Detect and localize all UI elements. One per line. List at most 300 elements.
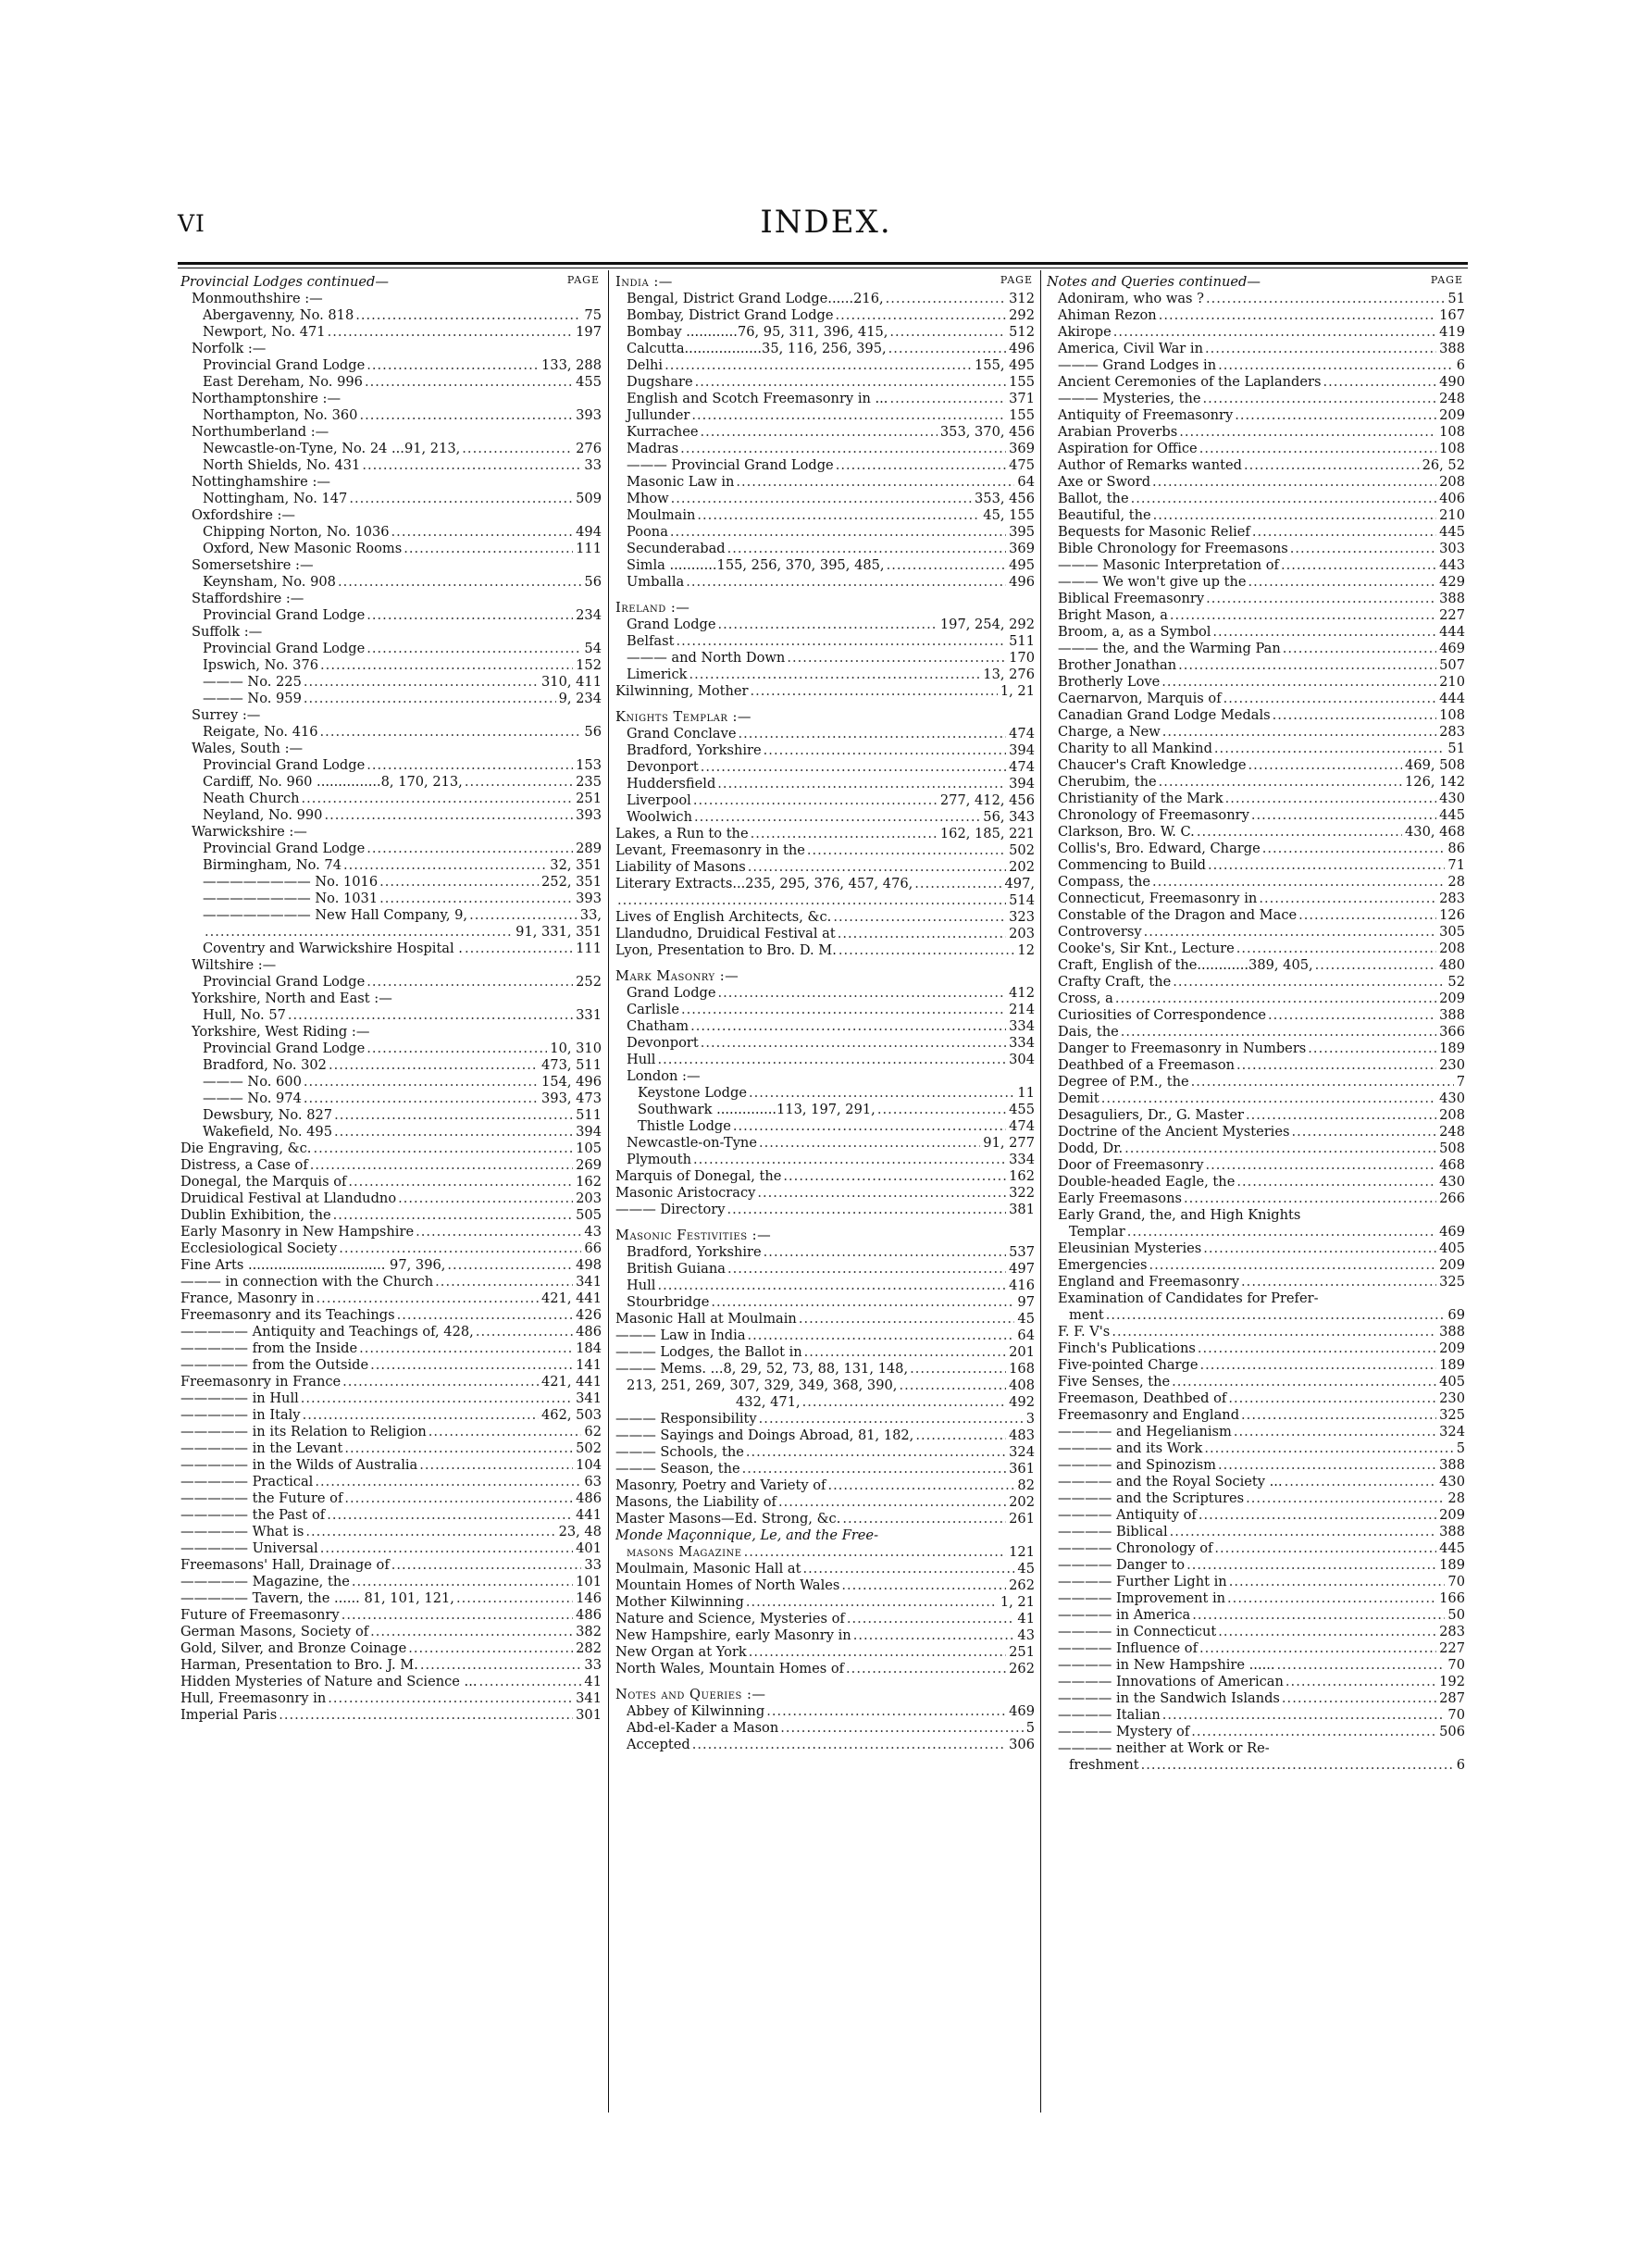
dot-leader bbox=[327, 1057, 539, 1074]
entry-page-numbers: 9, 234 bbox=[558, 691, 602, 706]
dot-leader bbox=[691, 1152, 1006, 1168]
entry-page-numbers: 474 bbox=[1009, 1118, 1035, 1134]
entry-page-numbers: 252 bbox=[576, 974, 602, 990]
entry-page-numbers: 261 bbox=[1009, 1511, 1035, 1527]
index-entry bbox=[615, 667, 1035, 683]
entry-label: Lyon, Presentation to Bro. D. M. bbox=[615, 942, 837, 958]
entry-label: Liability of Masons bbox=[615, 859, 746, 875]
entry-page-numbers: 369 bbox=[1009, 441, 1035, 456]
dot-leader bbox=[308, 1157, 573, 1174]
index-entry bbox=[1047, 891, 1465, 907]
dot-leader bbox=[326, 1690, 573, 1707]
index-entry bbox=[615, 1185, 1035, 1202]
entry-page-numbers: 71 bbox=[1447, 857, 1465, 873]
dot-leader bbox=[885, 557, 1007, 574]
index-entry bbox=[615, 1168, 1035, 1185]
index-entry bbox=[1047, 324, 1465, 341]
entry-label: England and Freemasonry bbox=[1058, 1274, 1240, 1290]
index-column-3 bbox=[1047, 274, 1465, 1774]
dot-leader bbox=[1306, 1041, 1436, 1057]
dot-leader bbox=[1161, 724, 1436, 741]
index-entry bbox=[180, 491, 602, 507]
dot-leader bbox=[1239, 1407, 1436, 1424]
index-section-heading bbox=[615, 1228, 1035, 1244]
index-entry bbox=[180, 1157, 602, 1174]
dot-leader bbox=[698, 424, 937, 441]
entry-page-numbers: 512 bbox=[1009, 324, 1035, 340]
entry-page-numbers: 162, 185, 221 bbox=[939, 826, 1035, 841]
entry-page-numbers: 230 bbox=[1439, 1390, 1465, 1406]
entry-label: Mhow bbox=[627, 491, 669, 506]
index-entry bbox=[615, 1202, 1035, 1218]
index-entry bbox=[1047, 824, 1465, 841]
dot-leader bbox=[1247, 574, 1437, 591]
dot-leader bbox=[688, 667, 981, 683]
entry-page-numbers: 23, 48 bbox=[558, 1524, 602, 1539]
index-section-heading bbox=[615, 968, 1035, 985]
entry-page-numbers: 167 bbox=[1439, 307, 1465, 323]
index-entry bbox=[1047, 1540, 1465, 1557]
index-entry bbox=[1047, 957, 1465, 974]
dot-leader bbox=[1204, 591, 1436, 607]
dot-leader bbox=[689, 1018, 1006, 1035]
entry-label: Keynsham, No. 908 bbox=[203, 574, 336, 590]
dot-leader bbox=[368, 1357, 573, 1374]
dot-leader bbox=[1204, 1157, 1437, 1174]
dot-leader bbox=[1147, 1257, 1436, 1274]
entry-label: ment bbox=[1069, 1307, 1104, 1323]
index-entry bbox=[615, 1327, 1035, 1344]
entry-label: Templar bbox=[1069, 1224, 1125, 1240]
entry-page-numbers: 492 bbox=[1009, 1394, 1035, 1410]
dot-leader bbox=[365, 607, 573, 624]
dot-leader bbox=[1195, 824, 1402, 841]
entry-page-numbers: 162 bbox=[576, 1174, 602, 1190]
index-entry bbox=[1047, 1340, 1465, 1357]
entry-page-numbers: 445 bbox=[1439, 807, 1465, 823]
entry-page-numbers: 361 bbox=[1009, 1461, 1035, 1477]
entry-page-numbers: 43 bbox=[584, 1224, 602, 1240]
entry-page-numbers: 45, 155 bbox=[983, 507, 1035, 523]
index-entry bbox=[1047, 624, 1465, 641]
entry-label: Jullunder bbox=[627, 407, 690, 423]
entry-page-numbers: 208 bbox=[1439, 941, 1465, 956]
entry-label: ———— Danger to bbox=[1058, 1557, 1186, 1573]
index-entry bbox=[1047, 491, 1465, 507]
index-entry bbox=[180, 1640, 602, 1657]
index-entry bbox=[615, 1644, 1035, 1661]
entry-page-numbers: 208 bbox=[1439, 1107, 1465, 1123]
entry-page-numbers: 56 bbox=[584, 574, 602, 590]
entry-page-numbers: 455 bbox=[576, 374, 602, 390]
dot-leader bbox=[876, 1102, 1006, 1118]
index-entry bbox=[1047, 941, 1465, 957]
entry-label: ————— the Future of bbox=[180, 1490, 343, 1506]
entry-page-numbers: 444 bbox=[1439, 691, 1465, 706]
index-entry bbox=[180, 1524, 602, 1540]
entry-page-numbers: 429 bbox=[1439, 574, 1465, 590]
entry-page-numbers: 395 bbox=[1009, 524, 1035, 540]
entry-page-numbers: 366 bbox=[1439, 1024, 1465, 1040]
column-page-label: PAGE bbox=[1430, 274, 1463, 286]
entry-page-numbers: 126 bbox=[1439, 907, 1465, 923]
index-entry bbox=[615, 1611, 1035, 1627]
index-entry bbox=[615, 1068, 1035, 1085]
entry-label: ——— Sayings and Doings Abroad, 81, 182, bbox=[615, 1427, 914, 1443]
index-entry bbox=[615, 792, 1035, 809]
dot-leader bbox=[1176, 657, 1436, 674]
index-entry bbox=[615, 541, 1035, 557]
entry-label: Abergavenny, No. 818 bbox=[203, 307, 354, 323]
dot-leader bbox=[1235, 1057, 1436, 1074]
entry-page-numbers: 52 bbox=[1447, 974, 1465, 990]
index-entry bbox=[180, 674, 602, 691]
dot-leader bbox=[1112, 324, 1436, 341]
entry-label: Bombay ............76, 95, 311, 396, 415, bbox=[627, 324, 888, 340]
index-entry bbox=[1047, 1524, 1465, 1540]
dot-leader bbox=[757, 1411, 1024, 1427]
dot-leader bbox=[1185, 1557, 1436, 1574]
entry-label: Dais, the bbox=[1058, 1024, 1119, 1040]
entry-page-numbers: 502 bbox=[1009, 842, 1035, 858]
entry-label: ——— Lodges, the Ballot in bbox=[615, 1344, 802, 1360]
entry-page-numbers: 214 bbox=[1009, 1002, 1035, 1017]
index-entry bbox=[1047, 991, 1465, 1007]
dot-leader bbox=[463, 774, 573, 791]
index-entry bbox=[180, 1074, 602, 1091]
entry-label: Moulmain bbox=[627, 507, 696, 523]
entry-page-numbers: 56 bbox=[584, 724, 602, 740]
entry-page-numbers: 289 bbox=[576, 841, 602, 856]
entry-label: Bengal, District Grand Lodge......216, bbox=[627, 291, 884, 306]
entry-page-numbers: 168 bbox=[1009, 1361, 1035, 1377]
index-entry bbox=[180, 691, 602, 707]
entry-label: Donegal, the Marquis of bbox=[180, 1174, 347, 1190]
entry-page-numbers: 283 bbox=[1439, 724, 1465, 740]
entry-label: Chatham bbox=[627, 1018, 689, 1034]
index-section-heading bbox=[615, 709, 1035, 726]
entry-label: Calcutta..................35, 116, 256, 395, bbox=[627, 341, 887, 356]
dot-leader bbox=[390, 1557, 582, 1574]
entry-label: ——— Grand Lodges in bbox=[1058, 357, 1217, 373]
entry-page-numbers: 153 bbox=[576, 757, 602, 773]
entry-label: Southwark ..............113, 197, 291, bbox=[638, 1102, 876, 1117]
entry-label: Grand Lodge bbox=[627, 985, 716, 1001]
entry-page-numbers: 394 bbox=[576, 1124, 602, 1140]
index-entry bbox=[180, 341, 602, 357]
dot-leader bbox=[913, 876, 1001, 892]
index-entry bbox=[615, 1002, 1035, 1018]
entry-label: ——— No. 225 bbox=[203, 674, 302, 690]
index-entry bbox=[1047, 291, 1465, 307]
dot-leader bbox=[1226, 1390, 1436, 1407]
index-entry bbox=[1047, 1374, 1465, 1390]
dot-leader bbox=[1110, 1324, 1436, 1340]
entry-page-numbers: 227 bbox=[1439, 1640, 1465, 1656]
entry-page-numbers: 54 bbox=[584, 641, 602, 656]
index-entry bbox=[615, 1394, 1035, 1411]
entry-label: ———— Chronology of bbox=[1058, 1540, 1213, 1556]
index-entry bbox=[1047, 457, 1465, 474]
index-entry bbox=[180, 1440, 602, 1457]
entry-label: Eleusinian Mysteries bbox=[1058, 1240, 1202, 1256]
dot-leader bbox=[1151, 507, 1437, 524]
index-entry bbox=[180, 1307, 602, 1324]
index-entry bbox=[180, 1257, 602, 1274]
entry-page-numbers: 121 bbox=[1009, 1544, 1035, 1560]
dot-leader bbox=[1198, 1640, 1436, 1657]
entry-label: Liverpool bbox=[627, 792, 691, 808]
dot-leader bbox=[1313, 957, 1436, 974]
index-entry bbox=[1047, 1124, 1465, 1140]
index-spacer bbox=[615, 700, 1035, 709]
dot-leader bbox=[318, 657, 573, 674]
entry-page-numbers: 353, 370, 456 bbox=[939, 424, 1035, 440]
entry-page-numbers: 189 bbox=[1439, 1357, 1465, 1373]
dot-leader bbox=[1297, 907, 1436, 924]
entry-label: ————— Magazine, the bbox=[180, 1574, 350, 1589]
entry-label: Early Freemasons bbox=[1058, 1190, 1182, 1206]
entry-page-numbers: 305 bbox=[1439, 924, 1465, 940]
entry-label: Master Masons—Ed. Strong, &c. bbox=[615, 1511, 841, 1527]
dot-leader bbox=[286, 1007, 573, 1024]
entry-page-numbers: 56, 343 bbox=[983, 809, 1035, 825]
entry-page-numbers: 108 bbox=[1439, 441, 1465, 456]
entry-label: Northamptonshire :— bbox=[192, 391, 342, 406]
entry-page-numbers: 45 bbox=[1017, 1311, 1035, 1327]
entry-label: Chipping Norton, No. 1036 bbox=[203, 524, 390, 540]
index-entry bbox=[180, 574, 602, 591]
entry-page-numbers: 235 bbox=[576, 774, 602, 790]
entry-label: Accepted bbox=[627, 1737, 690, 1752]
entry-label: Monmouthshire :— bbox=[192, 291, 323, 306]
entry-label: ———— Biblical bbox=[1058, 1524, 1168, 1539]
index-entry bbox=[1047, 1091, 1465, 1107]
index-entry bbox=[1047, 757, 1465, 774]
dot-leader bbox=[691, 792, 938, 809]
entry-page-numbers: 197, 254, 292 bbox=[939, 617, 1035, 632]
index-entry bbox=[1047, 1324, 1465, 1340]
entry-label: Compass, the bbox=[1058, 874, 1150, 890]
entry-label: Belfast bbox=[627, 633, 675, 649]
index-entry bbox=[1047, 1674, 1465, 1690]
dot-leader bbox=[299, 1390, 573, 1407]
index-entry bbox=[1047, 557, 1465, 574]
entry-page-numbers: 502 bbox=[576, 1440, 602, 1456]
index-entry bbox=[180, 1274, 602, 1290]
index-entry bbox=[615, 1244, 1035, 1261]
entry-page-numbers: 469 bbox=[1439, 641, 1465, 656]
entry-label: ——— We won't give up the bbox=[1058, 574, 1247, 590]
index-entry bbox=[1047, 1140, 1465, 1157]
entry-label: Birmingham, No. 74 bbox=[203, 857, 342, 873]
entry-page-numbers: 430 bbox=[1439, 1091, 1465, 1106]
index-entry bbox=[180, 1707, 602, 1724]
dot-leader bbox=[1225, 1590, 1436, 1607]
index-entry bbox=[180, 707, 602, 724]
index-entry bbox=[1047, 1690, 1465, 1707]
entry-label: Author of Remarks wanted bbox=[1058, 457, 1242, 473]
entry-label: East Dereham, No. 996 bbox=[203, 374, 363, 390]
index-entry bbox=[615, 1627, 1035, 1644]
index-entry bbox=[615, 424, 1035, 441]
entry-label: ——— and North Down bbox=[627, 650, 786, 666]
index-entry bbox=[180, 1124, 602, 1140]
entry-label: Staffordshire :— bbox=[192, 591, 304, 606]
entry-label: Future of Freemasonry bbox=[180, 1607, 340, 1623]
index-entry bbox=[1047, 1590, 1465, 1607]
index-entry bbox=[1047, 441, 1465, 457]
page-number: VI bbox=[178, 210, 205, 237]
dot-leader bbox=[742, 1544, 1007, 1561]
entry-page-numbers: 310, 411 bbox=[541, 674, 602, 690]
index-entry bbox=[1047, 1707, 1465, 1724]
index-entry bbox=[615, 926, 1035, 942]
entry-label: Ancient Ceremonies of the Laplanders bbox=[1058, 374, 1322, 390]
entry-page-numbers: 91, 331, 351 bbox=[515, 924, 602, 940]
header-rule bbox=[178, 262, 1468, 265]
index-entry bbox=[1047, 657, 1465, 674]
entry-label: ——— Provincial Grand Lodge bbox=[627, 457, 834, 473]
dot-leader bbox=[1223, 791, 1437, 807]
entry-label: Yorkshire, North and East :— bbox=[192, 991, 392, 1006]
entry-page-numbers: 301 bbox=[576, 1707, 602, 1723]
entry-label: ——— No. 959 bbox=[203, 691, 302, 706]
dot-leader bbox=[778, 1720, 1023, 1737]
index-spacer bbox=[615, 1218, 1035, 1228]
dot-leader bbox=[887, 341, 1006, 357]
index-entry bbox=[615, 1561, 1035, 1577]
index-entry bbox=[615, 357, 1035, 374]
entry-page-numbers: 323 bbox=[1009, 909, 1035, 925]
dot-leader bbox=[300, 791, 574, 807]
index-entry bbox=[1047, 1657, 1465, 1674]
entry-label: Thistle Lodge bbox=[638, 1118, 731, 1134]
entry-label: Desaguliers, Dr., G. Master bbox=[1058, 1107, 1244, 1123]
entry-page-numbers: 234 bbox=[576, 607, 602, 623]
index-entry bbox=[615, 1261, 1035, 1278]
dot-leader bbox=[1197, 1507, 1436, 1524]
entry-label: ———————— New Hall Company, 9, bbox=[203, 907, 468, 923]
dot-leader bbox=[1239, 1274, 1436, 1290]
entry-label: Biblical Freemasonry bbox=[1058, 591, 1205, 606]
entry-page-numbers: 511 bbox=[576, 1107, 602, 1123]
entry-page-numbers: 445 bbox=[1439, 524, 1465, 540]
index-entry bbox=[615, 374, 1035, 391]
entry-label: Lakes, a Run to the bbox=[615, 826, 749, 841]
entry-page-numbers: 230 bbox=[1439, 1057, 1465, 1073]
index-entry bbox=[1047, 1157, 1465, 1174]
entry-page-numbers: 490 bbox=[1439, 374, 1465, 390]
entry-label: ——— Season, the bbox=[615, 1461, 740, 1477]
index-entry bbox=[180, 524, 602, 541]
dot-leader bbox=[1201, 391, 1437, 407]
dot-leader bbox=[1189, 1074, 1454, 1091]
dot-leader bbox=[301, 1407, 539, 1424]
entry-page-numbers: 26, 52 bbox=[1422, 457, 1465, 473]
entry-page-numbers: 97 bbox=[1017, 1294, 1035, 1310]
entry-label: ————— the Past of bbox=[180, 1507, 326, 1523]
index-entry bbox=[180, 1690, 602, 1707]
entry-label: Dodd, Dr. bbox=[1058, 1140, 1124, 1156]
index-entry bbox=[180, 724, 602, 741]
dot-leader bbox=[747, 1644, 1006, 1661]
entry-page-numbers: 388 bbox=[1439, 1524, 1465, 1539]
entry-label: Provincial Grand Lodge bbox=[203, 1041, 366, 1056]
index-entry bbox=[615, 1118, 1035, 1135]
index-entry bbox=[615, 1052, 1035, 1068]
entry-label: France, Masonry in bbox=[180, 1290, 315, 1306]
dot-leader bbox=[342, 1440, 573, 1457]
entry-label: Arabian Proverbs bbox=[1058, 424, 1178, 440]
entry-label: ——— Directory bbox=[615, 1202, 726, 1217]
dot-leader bbox=[1125, 1224, 1436, 1240]
index-entry bbox=[615, 1278, 1035, 1294]
index-entry bbox=[615, 1344, 1035, 1361]
index-entry bbox=[1047, 1041, 1465, 1057]
entry-page-numbers: 11 bbox=[1017, 1085, 1035, 1101]
index-entry bbox=[1047, 924, 1465, 941]
index-section-heading bbox=[615, 274, 1035, 291]
entry-label: India :— bbox=[615, 274, 673, 290]
entry-page-numbers: 155 bbox=[1009, 374, 1035, 390]
entry-label: Abbey of Kilwinning bbox=[627, 1703, 765, 1719]
entry-page-numbers: 334 bbox=[1009, 1152, 1035, 1167]
index-entry bbox=[180, 1374, 602, 1390]
entry-page-numbers: 283 bbox=[1439, 1624, 1465, 1639]
entry-page-numbers: 421, 441 bbox=[541, 1374, 602, 1390]
dot-leader bbox=[1235, 1174, 1436, 1190]
index-entry bbox=[180, 1424, 602, 1440]
index-entry bbox=[615, 633, 1035, 650]
index-entry bbox=[615, 1577, 1035, 1594]
entry-label: Grand Conclave bbox=[627, 726, 737, 742]
entry-page-numbers: 393 bbox=[576, 407, 602, 423]
entry-label: Huddersfield bbox=[627, 776, 716, 791]
entry-label: Door of Freemasonry bbox=[1058, 1157, 1204, 1173]
dot-leader bbox=[747, 1085, 1014, 1102]
index-entry bbox=[615, 1135, 1035, 1152]
index-entry bbox=[180, 374, 602, 391]
entry-label: Newcastle-on-Tyne bbox=[627, 1135, 757, 1151]
index-entry bbox=[180, 741, 602, 757]
entry-label: Newport, No. 471 bbox=[203, 324, 326, 340]
index-entry bbox=[615, 683, 1035, 700]
dot-leader bbox=[801, 1561, 1014, 1577]
page-header bbox=[0, 0, 1652, 278]
dot-leader bbox=[1242, 457, 1420, 474]
entry-label: Brother Jonathan bbox=[1058, 657, 1177, 673]
entry-label: London :— bbox=[627, 1068, 701, 1084]
entry-page-numbers: 441 bbox=[576, 1507, 602, 1523]
entry-page-numbers: 227 bbox=[1439, 607, 1465, 623]
entry-label: Ahiman Rezon bbox=[1058, 307, 1157, 323]
dot-leader bbox=[797, 1311, 1015, 1327]
dot-leader bbox=[1099, 1091, 1436, 1107]
entry-label: ————— What is bbox=[180, 1524, 304, 1539]
entry-label: ————— from the Outside bbox=[180, 1357, 369, 1373]
dot-leader bbox=[1161, 1707, 1446, 1724]
dot-leader bbox=[360, 457, 581, 474]
index-entry bbox=[1047, 691, 1465, 707]
dot-leader bbox=[1182, 1190, 1436, 1207]
dot-leader bbox=[357, 407, 573, 424]
dot-leader bbox=[313, 1474, 581, 1490]
entry-page-numbers: 401 bbox=[576, 1540, 602, 1556]
index-entry bbox=[1047, 1107, 1465, 1124]
entry-page-numbers: 496 bbox=[1009, 574, 1035, 590]
entry-page-numbers: 141 bbox=[576, 1357, 602, 1373]
